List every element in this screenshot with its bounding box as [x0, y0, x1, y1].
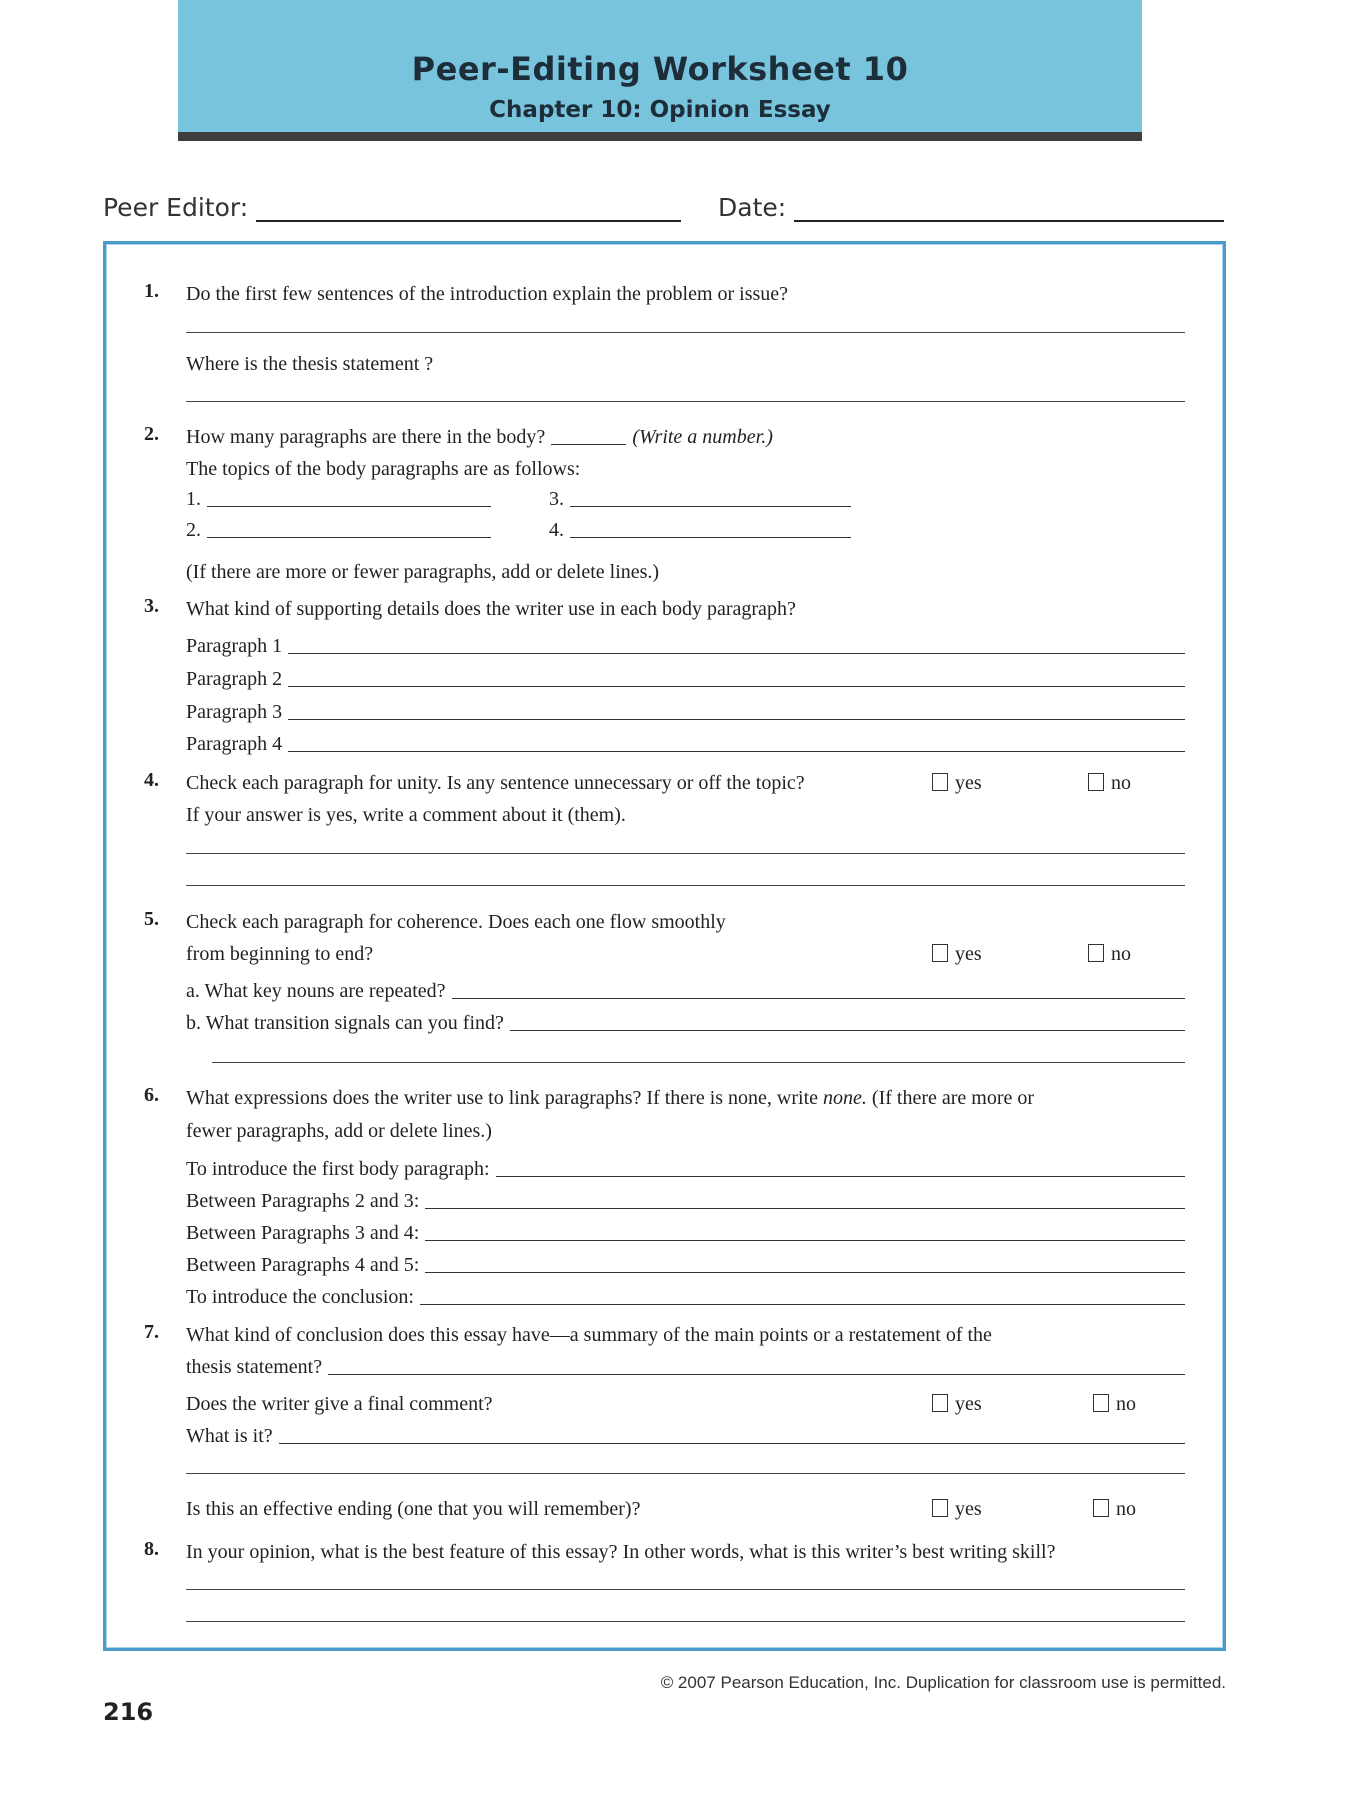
paragraph-1-label: Paragraph 1: [186, 635, 283, 657]
checkbox-icon[interactable]: [932, 944, 948, 962]
q5-question-1: [186, 908, 1185, 934]
peer-editor-field[interactable]: [103, 193, 681, 222]
no-label: no: [1116, 1498, 1136, 1520]
date-label: Date:: [718, 193, 787, 222]
q1-thesis-line[interactable]: [186, 401, 1185, 402]
topic-3-line[interactable]: [570, 506, 851, 507]
q5-b[interactable]: [186, 1009, 1185, 1035]
q6-link-2[interactable]: [186, 1187, 1185, 1213]
header-divider: [178, 132, 1142, 141]
q6-text-1: What expressions does the writer use to link paragraphs? If there is none, write: [186, 1087, 819, 1109]
q6-link-5-label: To introduce the conclusion:: [186, 1286, 414, 1308]
q5-b-label: b. What transition signals can you find?: [186, 1012, 504, 1034]
yes-label: yes: [955, 943, 982, 965]
q3-paragraph-4[interactable]: [186, 730, 1185, 756]
q3-number: 3.: [144, 595, 159, 617]
q4-number: 4.: [144, 769, 159, 791]
q7-final-text: Does the writer give a final comment?: [186, 1393, 493, 1415]
q2-topics: [186, 455, 1185, 481]
q1-number: 1.: [144, 280, 159, 302]
checkbox-icon[interactable]: [1088, 944, 1104, 962]
q4-answer-line-2[interactable]: [186, 885, 1185, 886]
topic-3-label: 3.: [549, 488, 564, 510]
q5-text-1: Check each paragraph for coherence. Does each one flow smoothly: [186, 911, 726, 933]
yes-label: yes: [955, 1393, 982, 1415]
q2-text: How many paragraphs are there in the body?: [186, 426, 546, 448]
paragraph-3-label: Paragraph 3: [186, 701, 283, 723]
q7-effective-text: Is this an effective ending (one that you will remember)?: [186, 1498, 641, 1520]
q6-link-4-label: Between Paragraphs 4 and 5:: [186, 1254, 420, 1276]
topic-4-label: 4.: [549, 519, 564, 541]
paragraph-4-line[interactable]: [288, 751, 1185, 752]
q5-yes-checkbox[interactable]: [932, 940, 982, 966]
q7-effective: [186, 1495, 1185, 1521]
q7-what-line[interactable]: [279, 1443, 1185, 1444]
copyright-notice: © 2007 Pearson Education, Inc. Duplication for classroom use is permitted.: [660, 1673, 1226, 1692]
q2-hint: (Write a number.): [632, 426, 773, 448]
q6-question-2: [186, 1117, 1185, 1143]
paragraph-2-label: Paragraph 2: [186, 668, 283, 690]
q3-text: What kind of supporting details does the writer use in each body paragraph?: [186, 598, 796, 620]
q5-a[interactable]: [186, 977, 1185, 1003]
q1-thesis-text: Where is the thesis statement ?: [186, 353, 434, 375]
q5-a-line[interactable]: [452, 998, 1185, 999]
q3-paragraph-3[interactable]: [186, 698, 1185, 724]
q5-b-line[interactable]: [510, 1030, 1185, 1031]
q5-text-2: from beginning to end?: [186, 943, 374, 965]
q1-answer-line[interactable]: [186, 332, 1185, 333]
topic-1-label: 1.: [186, 488, 201, 510]
q1-question: [186, 280, 1185, 306]
paragraph-3-line[interactable]: [288, 719, 1185, 720]
q6-text-2: fewer paragraphs, add or delete lines.): [186, 1120, 492, 1142]
checkbox-icon[interactable]: [1093, 1394, 1109, 1412]
q7-effective-yes-checkbox[interactable]: [932, 1495, 982, 1521]
q5-b-line-2[interactable]: [212, 1062, 1185, 1063]
q6-link-3[interactable]: [186, 1219, 1185, 1245]
q3-paragraph-1[interactable]: [186, 632, 1185, 658]
q6-link-2-label: Between Paragraphs 2 and 3:: [186, 1190, 420, 1212]
worksheet-subtitle: Chapter 10: Opinion Essay: [489, 97, 831, 123]
peer-editor-input[interactable]: [256, 196, 681, 222]
q2-number-input[interactable]: [551, 444, 626, 445]
no-label: no: [1111, 943, 1131, 965]
checkbox-icon[interactable]: [1088, 773, 1104, 791]
q5-a-label: a. What key nouns are repeated?: [186, 980, 446, 1002]
date-input[interactable]: [794, 196, 1224, 222]
q6-text-1-em: none.: [823, 1087, 867, 1109]
q2-note: [186, 558, 1185, 584]
yes-label: yes: [955, 1498, 982, 1520]
q2-note-text: (If there are more or fewer paragraphs, add or delete lines.): [186, 561, 660, 583]
q6-link-3-label: Between Paragraphs 3 and 4:: [186, 1222, 420, 1244]
q6-text-1-post: (If there are more or: [871, 1087, 1035, 1109]
q2-topic-3[interactable]: [549, 485, 851, 511]
q4-question: [186, 769, 1185, 795]
q4-followup: [186, 801, 1185, 827]
q5-question-2: [186, 940, 1185, 966]
q8-question: [186, 1538, 1185, 1564]
q8-answer-line-2[interactable]: [186, 1621, 1185, 1622]
q2-number: 2.: [144, 423, 159, 445]
checkbox-icon[interactable]: [932, 1394, 948, 1412]
q8-text: In your opinion, what is the best feature of this essay? In other words, what is this writer’s best writing skill?: [186, 1541, 1056, 1563]
q4-followup-text: If your answer is yes, write a comment about it (them).: [186, 804, 626, 826]
topic-2-line[interactable]: [207, 537, 491, 538]
q7-number: 7.: [144, 1321, 159, 1343]
peer-editor-label: Peer Editor:: [103, 193, 249, 222]
q6-link-4[interactable]: [186, 1251, 1185, 1277]
topic-2-label: 2.: [186, 519, 201, 541]
checkbox-icon[interactable]: [1093, 1499, 1109, 1517]
q7-text-1: What kind of conclusion does this essay have—a summary of the main points or a restatement of the: [186, 1324, 992, 1346]
paragraph-2-line[interactable]: [288, 686, 1185, 687]
no-label: no: [1111, 772, 1131, 794]
q7-what[interactable]: [186, 1422, 1185, 1448]
q7-question-2[interactable]: [186, 1353, 1185, 1379]
q7-effective-no-checkbox[interactable]: [1093, 1495, 1136, 1521]
q2-topic-2[interactable]: [186, 516, 491, 542]
q2-question: [186, 423, 1185, 449]
q5-no-checkbox[interactable]: [1088, 940, 1131, 966]
q6-link-5[interactable]: [186, 1283, 1185, 1309]
q4-answer-line-1[interactable]: [186, 853, 1185, 854]
q6-link-1-label: To introduce the first body paragraph:: [186, 1158, 490, 1180]
q2-topic-4[interactable]: [549, 516, 851, 542]
q5-number: 5.: [144, 908, 159, 930]
q6-link-3-line[interactable]: [425, 1240, 1185, 1241]
q8-answer-line-1[interactable]: [186, 1589, 1185, 1590]
q3-paragraph-2[interactable]: [186, 665, 1185, 691]
q6-question-1: [186, 1084, 1185, 1110]
q6-link-2-line[interactable]: [425, 1208, 1185, 1209]
q1-text: Do the first few sentences of the introduction explain the problem or issue?: [186, 283, 789, 305]
paragraph-4-label: Paragraph 4: [186, 733, 283, 755]
q7-what-line-2[interactable]: [186, 1473, 1185, 1474]
q7-final-no-checkbox[interactable]: [1093, 1390, 1136, 1416]
topic-4-line[interactable]: [570, 537, 851, 538]
q6-link-4-line[interactable]: [425, 1272, 1185, 1273]
q7-what-label: What is it?: [186, 1425, 273, 1447]
date-field[interactable]: [718, 193, 1224, 222]
q4-yes-checkbox[interactable]: [932, 769, 982, 795]
q8-number: 8.: [144, 1538, 159, 1560]
checkbox-icon[interactable]: [932, 773, 948, 791]
no-label: no: [1116, 1393, 1136, 1415]
page-number: 216: [103, 1698, 154, 1726]
q7-final-comment: [186, 1390, 1185, 1416]
q7-question-1: [186, 1321, 1185, 1347]
yes-label: yes: [955, 772, 982, 794]
q1-thesis: [186, 350, 1185, 376]
q6-link-1-line[interactable]: [496, 1176, 1185, 1177]
q3-question: [186, 595, 1185, 621]
q2-topic-1[interactable]: [186, 485, 491, 511]
worksheet-title: Peer-Editing Worksheet 10: [411, 50, 909, 88]
checkbox-icon[interactable]: [932, 1499, 948, 1517]
q4-text: Check each paragraph for unity. Is any sentence unnecessary or off the topic?: [186, 772, 805, 794]
q2-topics-text: The topics of the body paragraphs are as follows:: [186, 458, 581, 480]
q7-final-yes-checkbox[interactable]: [932, 1390, 982, 1416]
q6-link-5-line[interactable]: [420, 1304, 1185, 1305]
q7-answer-line[interactable]: [328, 1374, 1185, 1375]
q6-link-1[interactable]: [186, 1155, 1185, 1181]
topic-1-line[interactable]: [207, 506, 491, 507]
q7-text-2: thesis statement?: [186, 1356, 323, 1378]
q4-no-checkbox[interactable]: [1088, 769, 1131, 795]
paragraph-1-line[interactable]: [288, 653, 1185, 654]
q6-number: 6.: [144, 1084, 159, 1106]
